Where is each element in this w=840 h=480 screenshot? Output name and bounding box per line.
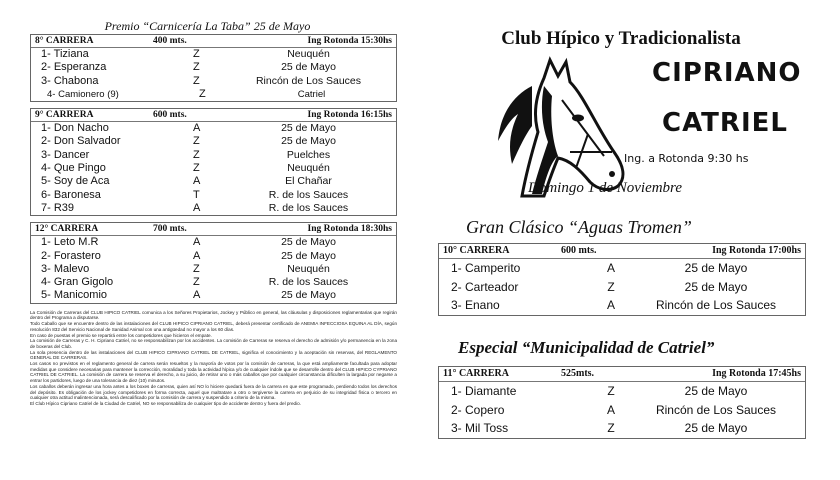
horse-origin: Neuquén (287, 162, 330, 175)
horse-row (439, 259, 805, 278)
race-distance: 400 mts. (153, 36, 187, 46)
horse-origin: Catriel (297, 88, 326, 100)
horse-code: Z (199, 87, 206, 100)
horse-code: Z (193, 276, 200, 289)
horse-row (439, 419, 805, 438)
fine-print-paragraph: La Comisión de Carreras del CLUB HIPICO CATRIEL comunica a los Señores Propietarios, Jockey y Público en general, las cláusulas y disposiciones reglamentarias que regirán dentro del Programa a disputarse. (30, 309, 397, 321)
horse-origin: 25 de Mayo (281, 122, 336, 135)
horse-origin: El Chañar (285, 175, 332, 188)
horse-row (31, 122, 396, 135)
horse-row (31, 175, 396, 188)
horse-origin: Rincón de Los Sauces (655, 298, 777, 312)
club-name-line-2: CATRIEL (662, 108, 788, 138)
race-header (31, 109, 396, 122)
race-header (439, 244, 805, 259)
horse-row (31, 263, 396, 276)
horse-name: 2- Forastero (41, 249, 101, 262)
horse-code: A (606, 261, 615, 275)
race-distance: 600 mts. (153, 110, 187, 121)
horse-name: 1- Camperito (451, 261, 521, 275)
especial-title: Especial “Municipalidad de Catriel” (458, 338, 715, 357)
race-11-box (438, 366, 806, 439)
horse-name: 1- Tiziana (41, 48, 89, 60)
race-number: 11° CARRERA (443, 368, 509, 379)
horse-name: 5- Manicomio (41, 289, 108, 302)
horse-row (439, 296, 805, 315)
horse-code: Z (193, 135, 200, 148)
race-header (31, 223, 396, 236)
horse-code: A (193, 175, 201, 188)
horse-code: A (193, 289, 201, 302)
horse-row (439, 278, 805, 297)
horse-row (31, 135, 396, 148)
horse-name: 3- Enano (451, 298, 500, 312)
horse-row (31, 250, 396, 263)
horse-origin: 25 de Mayo (281, 236, 336, 249)
race-time: Ing Rotonda 15:30hs (307, 36, 392, 46)
horse-row (439, 382, 805, 401)
horse-origin: 25 de Mayo (684, 279, 748, 294)
horse-code: Z (607, 279, 615, 294)
fine-print-paragraph: El Club Hípico Cipriano Catriel de la Ciudad de Catriel, NO se responsabiliza de cualquier tipo de accidente dentro y fuera del predio. (30, 401, 301, 406)
horse-name: 1- Don Nacho (41, 122, 109, 135)
race-box (30, 222, 397, 303)
horse-row (31, 276, 396, 289)
horse-row (31, 202, 396, 215)
race-header (31, 35, 396, 48)
race-number: 12° CARRERA (35, 224, 99, 235)
horse-code: Z (193, 148, 200, 161)
fine-print-paragraph: La sola presencia dentro de las instalaciones del CLUB HIPICO CIPRIANO CATRIEL DE CATRIEL, significa el conocimiento y la aceptación sin reservas, del REGLAMENTO GENERAL DE CARRERAS. (30, 349, 397, 361)
horse-code: T (193, 188, 200, 201)
horse-origin: 25 de Mayo (281, 61, 336, 74)
horse-row (31, 88, 396, 101)
horse-row (31, 48, 396, 61)
event-date: Domingo 1 de Noviembre (528, 180, 682, 196)
fine-print-paragraph: Los caballos deberán ingresar una hora antes a los boxes de carreras, quien así NO lo hiciere quedará fuera de la carrera en que este programado, perdiendo todos los derechos del depósito. Es obligación de los jockey competidores en forma correcta, aquel que maltratare a otro o tergiverse la carrera en perjuicio de su integridad física o tercero en cualquier otra actitud malintencionada, será descalificado por la comisión de carrera y suspendido a criterio de la misma. (30, 383, 397, 401)
race-distance: 525mts. (561, 368, 595, 379)
club-name: Club Hípico y Tradicionalista (501, 28, 741, 49)
horse-origin: 25 de Mayo (684, 421, 748, 435)
horse-origin: 25 de Mayo (281, 289, 336, 302)
horse-origin: 25 de Mayo (281, 249, 336, 262)
horse-name: 7- R39 (41, 201, 75, 214)
fine-print-paragraph: En caso de puestas el premio se repartirá entre los competidores que hicieron el empate. (30, 332, 212, 338)
horse-name: 2- Don Salvador (41, 135, 121, 148)
horse-code: A (193, 201, 201, 214)
fine-print-paragraph: Todo Caballo que se encuentre dentro de las instalaciones del CLUB HIPICO CIPRIANO CATRIEL, deberá presentar certificado de ANEMIA INFECCIOSA EQUINA AL DÍA, según resolución 832 del Servicio Nacional de Sanidad Animal con una antigüedad no mayor a los 60 días. (30, 321, 397, 332)
left-column (30, 18, 397, 407)
horse-code: A (193, 122, 201, 135)
fine-print (30, 310, 397, 407)
horse-name: 2- Carteador (451, 279, 519, 294)
horse-name: 2- Esperanza (41, 61, 107, 74)
horse-name: 4- Camionero (9) (47, 88, 119, 100)
horse-origin: Rincón de Los Sauces (655, 402, 777, 417)
horse-name: 5- Soy de Aca (41, 175, 110, 188)
horse-code: Z (193, 74, 200, 87)
left-races (30, 34, 397, 304)
horse-name: 1- Diamante (451, 384, 517, 398)
horse-name: 4- Gran Gigolo (41, 276, 114, 289)
horse-name: 2- Copero (451, 402, 505, 417)
ingreso-time: Ing. a Rotonda 9:30 hs (624, 152, 749, 165)
horse-name: 3- Dancer (41, 148, 90, 161)
race-distance: 700 mts. (153, 224, 187, 235)
horse-row (439, 401, 805, 420)
horse-code: Z (607, 421, 615, 435)
horse-code: Z (607, 384, 615, 398)
horse-origin: Puelches (286, 148, 331, 161)
horse-name: 3- Mil Toss (451, 421, 509, 435)
horse-code: Z (193, 262, 200, 275)
horse-origin: 25 de Mayo (684, 384, 748, 398)
race-distance: 600 mts. (561, 245, 597, 256)
horse-row (31, 61, 396, 74)
horse-row (31, 189, 396, 202)
horse-origin: 25 de Mayo (281, 135, 336, 148)
horse-name: 3- Chabona (41, 74, 99, 87)
horse-code: Z (193, 61, 200, 74)
horse-origin: R. de los Sauces (268, 201, 349, 214)
gran-clasico-title: Gran Clásico “Aguas Tromen” (466, 217, 692, 237)
fine-print-paragraph: La comisión de Carreras y C. H. Cipriano Catriel, no se responsabilizan por los accidentes. La comisión de Carreras se reserva el derecho de admisión y/o permanencia en la zona de boxeras del Club. (30, 338, 397, 349)
race-number: 8° CARRERA (35, 36, 94, 46)
race-header (439, 367, 805, 382)
club-name-line-1: CIPRIANO (652, 58, 802, 88)
premio-title: Premio “Carnicería La Taba” 25 de Mayo (104, 19, 311, 33)
horse-row (31, 75, 396, 88)
horse-origin: 25 de Mayo (684, 261, 748, 275)
horse-row (31, 162, 396, 175)
horse-name: 1- Leto M.R (41, 236, 99, 249)
race-time: Ing Rotonda 17:00hs (712, 245, 801, 256)
horse-code: Z (193, 162, 200, 175)
horse-origin: Rincón de Los Sauces (255, 74, 362, 87)
horse-row (31, 289, 396, 302)
horse-name: 6- Baronesa (41, 188, 101, 201)
horse-origin: Neuquén (287, 262, 330, 275)
race-time: Ing Rotonda 17:45hs (712, 368, 801, 379)
horse-code: A (193, 249, 201, 262)
fine-print-paragraph: Los casos no previstos en el reglamento general de carrera serán resueltos y la mayoría de votos por la comisión de carreras, la que está ampliamente facultada para adoptar medidas que considere necesarias para mantener la corrección, moralidad y toda la actividad hípica y/o de cualquier índole que se desarrolle dentro del CLUB HIPICO CYPRIANO CATRIEL DE CATRIEL. La comisión de carrera se reserva el derecho, a su juicio, de retirar uno o más caballos que por cualquier circunstancia dificulten la largada por negarse a entrar los partidores, luego de una tolerancia de diez (10) minutos. (30, 361, 397, 384)
horse-code: A (606, 298, 615, 312)
race-time: Ing Rotonda 16:15hs (307, 110, 392, 121)
horse-row (31, 236, 396, 249)
horse-origin: R. de los Sauces (268, 188, 349, 201)
race-10-box (438, 243, 806, 316)
race-number: 9° CARRERA (35, 110, 94, 121)
race-number: 10° CARRERA (443, 245, 510, 256)
horse-name: 4- Que Pingo (41, 162, 106, 175)
horse-origin: R. de los Sauces (268, 276, 349, 289)
horse-origin: Neuquén (287, 48, 330, 60)
race-time: Ing Rotonda 18:30hs (307, 224, 392, 235)
race-box (30, 108, 397, 216)
horse-code: Z (193, 48, 200, 60)
horse-code: A (193, 236, 201, 249)
horse-code: A (606, 402, 615, 417)
race-box (30, 34, 397, 102)
horse-name: 3- Malevo (41, 262, 90, 275)
horse-row (31, 149, 396, 162)
